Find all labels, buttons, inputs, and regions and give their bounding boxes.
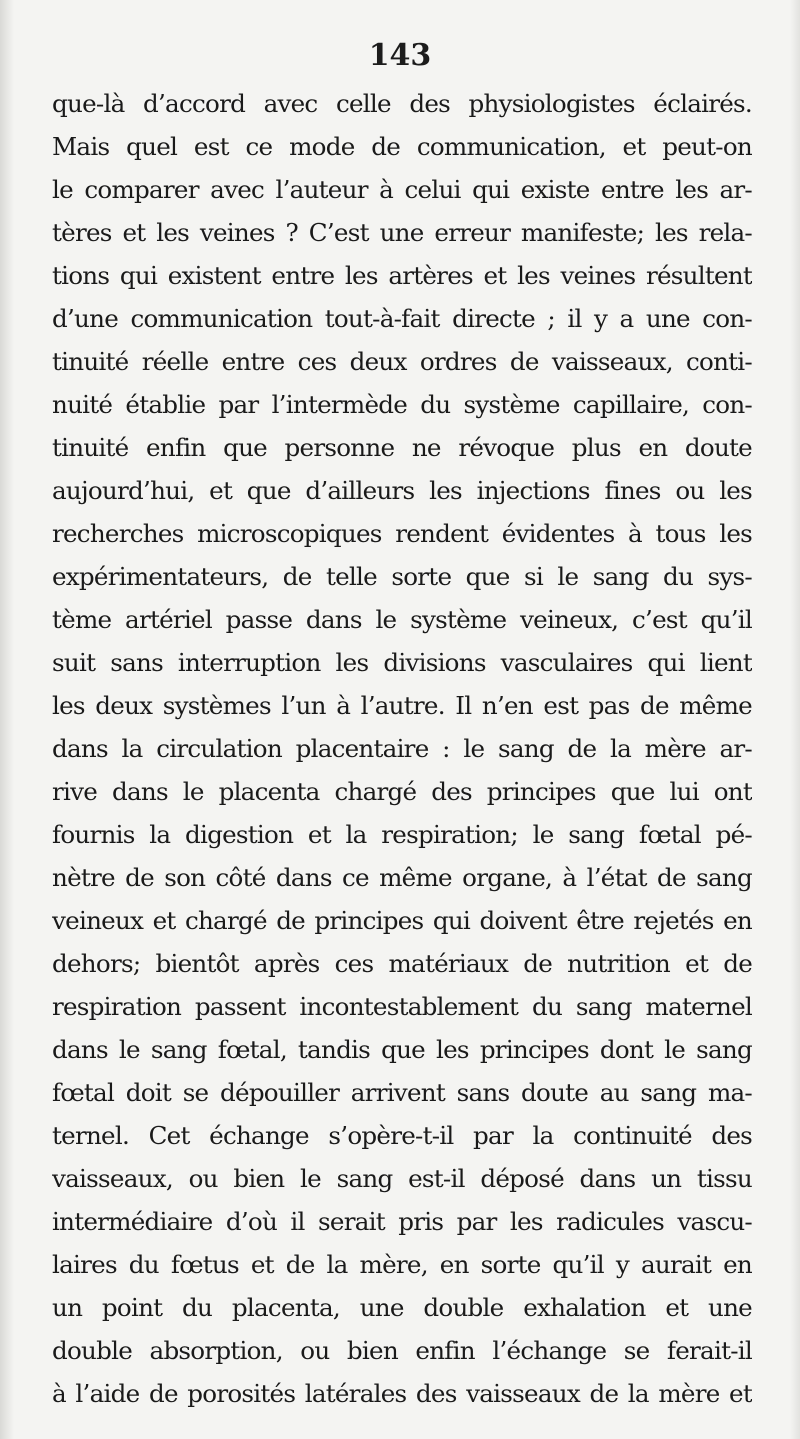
text-line: tinuité réelle entre ces deux ordres de vaisseaux, conti- [52, 347, 752, 376]
text-line: fœtal doit se dépouiller arrivent sans doute au sang ma- [52, 1078, 752, 1107]
text-line: recherches microscopiques rendent évidentes à tous les [52, 519, 752, 548]
text-line: vaisseaux, ou bien le sang est-il déposé dans un tissu [52, 1164, 752, 1193]
text-line: rive dans le placenta chargé des principes que lui ont [52, 777, 752, 806]
text-line: tinuité enfin que personne ne révoque plus en doute [52, 433, 752, 462]
text-line: le comparer avec l’auteur à celui qui existe entre les ar- [52, 175, 752, 204]
text-line: les deux systèmes l’un à l’autre. Il n’en est pas de même [52, 691, 752, 720]
body-text [52, 82, 752, 1415]
text-line: expérimentateurs, de telle sorte que si le sang du sys- [52, 562, 752, 591]
page-number: 143 [368, 38, 432, 73]
text-line: que-là d’accord avec celle des physiologistes éclairés. [52, 89, 752, 118]
text-line: intermédiaire d’où il serait pris par les radicules vascu- [52, 1207, 752, 1236]
text-line: un point du placenta, une double exhalation et une [52, 1293, 752, 1322]
text-line: dans la circulation placentaire : le sang de la mère ar- [52, 734, 752, 763]
text-line: nètre de son côté dans ce même organe, à l’état de sang [52, 863, 752, 892]
text-line: suit sans interruption les divisions vasculaires qui lient [52, 648, 752, 677]
text-line: tions qui existent entre les artères et les veines résultent [52, 261, 752, 290]
text-line: tème artériel passe dans le système veineux, c’est qu’il [52, 605, 752, 634]
text-line: dans le sang fœtal, tandis que les principes dont le sang [52, 1035, 752, 1064]
text-line: fournis la digestion et la respiration; le sang fœtal pé- [52, 820, 752, 849]
text-line: laires du fœtus et de la mère, en sorte qu’il y aurait en [52, 1250, 752, 1279]
text-line: d’une communication tout-à-fait directe ; il y a une con- [52, 304, 752, 333]
text-line: double absorption, ou bien enfin l’échange se ferait-il [52, 1336, 752, 1365]
text-line: ternel. Cet échange s’opère-t-il par la continuité des [52, 1121, 752, 1150]
text-line: respiration passent incontestablement du sang maternel [52, 992, 752, 1021]
text-line: veineux et chargé de principes qui doivent être rejetés en [52, 906, 752, 935]
text-line: nuité établie par l’intermède du système capillaire, con- [52, 390, 752, 419]
text-line: dehors; bientôt après ces matériaux de nutrition et de [52, 949, 752, 978]
text-line: aujourd’hui, et que d’ailleurs les injections fines ou les [52, 476, 752, 505]
text-line: à l’aide de porosités latérales des vaisseaux de la mère et [52, 1379, 752, 1408]
text-line: Mais quel est ce mode de communication, et peut-on [52, 132, 752, 161]
text-line: tères et les veines ? C’est une erreur manifeste; les rela- [52, 218, 752, 247]
